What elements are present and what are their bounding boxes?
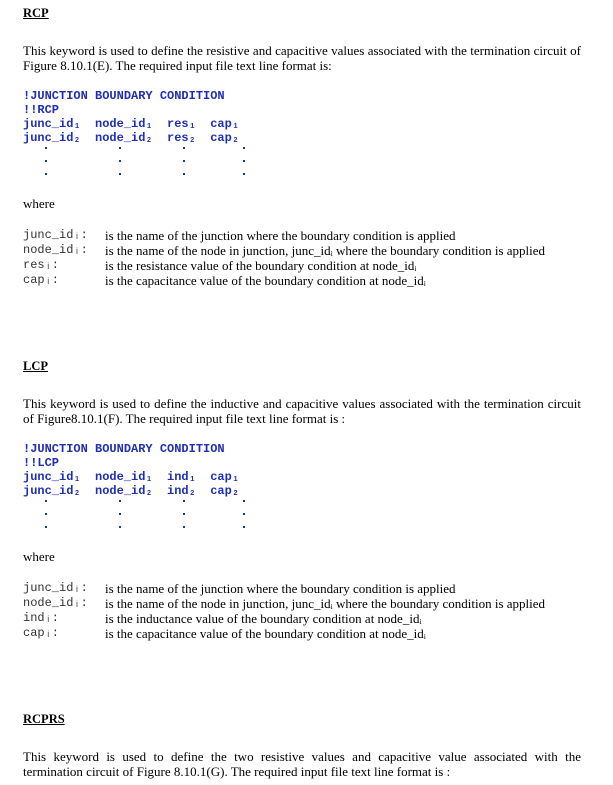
definition-desc: is the name of the junction where the boundary condition is applied (105, 228, 456, 243)
definition-term: resᵢ: (23, 258, 60, 272)
format-block (23, 89, 581, 186)
section-intro: This keyword is used to define the two resistive values and capacitive value associated with the termination circuit of Figure 8.10.1(G). The required input file text line format is : (23, 749, 581, 779)
ellipsis-dot (243, 526, 245, 528)
ellipsis-dot (243, 173, 245, 175)
ellipsis-dot (119, 173, 121, 175)
ellipsis-dot (183, 173, 185, 175)
format-line: junc_id₁ node_id₁ ind₁ cap₁ (23, 470, 240, 484)
definition-row (23, 228, 545, 243)
section-lcp (23, 359, 581, 641)
section-heading: LCP (23, 359, 48, 373)
section-intro: This keyword is used to define the resistive and capacitive values associated with the termination circuit of Figure 8.10.1(E). The required input file text line format is: (23, 43, 581, 73)
section-intro: This keyword is used to define the inductive and capacitive values associated with the termination circuit of Figure8.10.1(F). The required input file text line format is : (23, 396, 581, 426)
definition-row (23, 611, 545, 626)
ellipsis-dot (243, 500, 245, 502)
definition-desc: is the name of the node in junction, junc_idᵢ where the boundary condition is applied (105, 596, 546, 611)
ellipsis-dot (183, 526, 185, 528)
section-heading: RCPRS (23, 712, 65, 726)
ellipsis-row (23, 513, 581, 526)
definition-desc: is the name of the node in junction, junc_idᵢ where the boundary condition is applied (105, 243, 546, 258)
definition-desc: is the capacitance value of the boundary condition at node_idᵢ (105, 626, 426, 641)
ellipsis-row (23, 526, 581, 539)
definition-desc: is the capacitance value of the boundary condition at node_idᵢ (105, 273, 426, 288)
ellipsis-dot (183, 147, 185, 149)
definition-row (23, 258, 545, 273)
ellipsis-dot (119, 147, 121, 149)
ellipsis-dot (45, 147, 47, 149)
definition-row (23, 273, 545, 288)
definition-row (23, 243, 545, 258)
format-line: junc_id₂ node_id₂ ind₂ cap₂ (23, 484, 240, 498)
ellipsis-dot (45, 526, 47, 528)
ellipsis-dot (45, 160, 47, 162)
section-heading: RCP (23, 6, 49, 20)
ellipsis-row (23, 147, 581, 160)
definition-term: node_idᵢ: (23, 243, 88, 257)
ellipsis-dot (45, 173, 47, 175)
definition-row (23, 596, 545, 611)
definition-desc: is the name of the junction where the boundary condition is applied (105, 581, 456, 596)
definition-term: junc_idᵢ: (23, 581, 88, 595)
where-label: where (23, 549, 55, 564)
ellipsis-dot (243, 160, 245, 162)
format-line: !!LCP (23, 456, 60, 470)
format-line: junc_id₂ node_id₂ res₂ cap₂ (23, 131, 240, 145)
definition-desc: is the inductance value of the boundary condition at node_idᵢ (105, 611, 422, 626)
ellipsis-row (23, 160, 581, 173)
section-rcprs (23, 712, 581, 779)
where-label: where (23, 196, 55, 211)
ellipsis-dot (45, 513, 47, 515)
definition-row (23, 581, 545, 596)
ellipsis-dot (243, 147, 245, 149)
definition-list (23, 581, 545, 641)
format-line: !JUNCTION BOUNDARY CONDITION (23, 89, 225, 103)
definition-term: capᵢ: (23, 626, 60, 640)
ellipsis-dot (183, 513, 185, 515)
ellipsis-row (23, 173, 581, 186)
ellipsis-dot (119, 500, 121, 502)
ellipsis-dot (119, 160, 121, 162)
ellipsis-dot (243, 513, 245, 515)
definition-list (23, 228, 545, 288)
definition-term: indᵢ: (23, 611, 60, 625)
ellipsis-dot (183, 500, 185, 502)
section-rcp (23, 6, 581, 288)
format-line: junc_id₁ node_id₁ res₁ cap₁ (23, 117, 240, 131)
definition-term: node_idᵢ: (23, 596, 88, 610)
definition-term: junc_idᵢ: (23, 228, 88, 242)
ellipsis-dot (183, 160, 185, 162)
definition-desc: is the resistance value of the boundary condition at node_idᵢ (105, 258, 417, 273)
ellipsis-dot (45, 500, 47, 502)
format-line: !JUNCTION BOUNDARY CONDITION (23, 442, 225, 456)
format-block (23, 442, 581, 539)
definition-row (23, 626, 545, 641)
format-line: !!RCP (23, 103, 60, 117)
ellipsis-row (23, 500, 581, 513)
definition-term: capᵢ: (23, 273, 60, 287)
ellipsis-dot (119, 513, 121, 515)
ellipsis-dot (119, 526, 121, 528)
